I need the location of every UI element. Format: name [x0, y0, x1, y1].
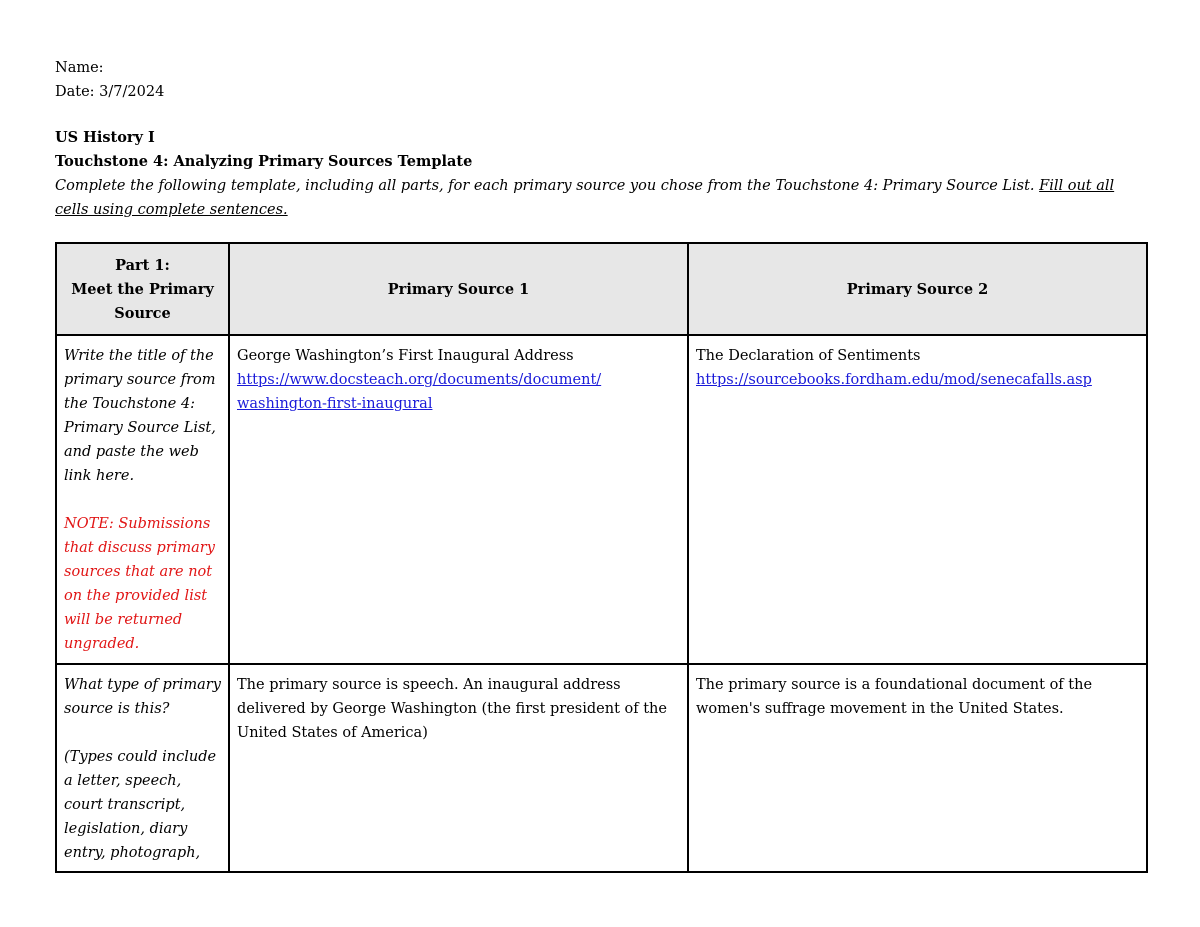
instructions — [55, 174, 1125, 222]
prompt-cell — [56, 664, 229, 872]
submission-note: NOTE: Submissions that discuss primary sources that are not on the provided list will be returned ungraded. — [64, 516, 215, 652]
primary-source-table — [55, 242, 1148, 873]
table-row — [56, 664, 1147, 872]
source1-link[interactable]: https://www.docsteach.org/documents/document/ washington-first-inaugural — [237, 372, 602, 412]
header-primary-source-1: Primary Source 1 — [229, 243, 688, 335]
source1-title: George Washington’s First Inaugural Address — [237, 348, 574, 364]
course-title: US History I — [55, 129, 155, 146]
header-part1-line1: Part 1: — [115, 257, 170, 274]
source1-type-cell[interactable] — [229, 664, 688, 872]
type-examples: (Types could include a letter, speech, court transcript, legislation, diary entry, photograph, — [64, 749, 217, 861]
instructions-emphasis: Fill out all cells using complete sentences. — [55, 178, 1115, 218]
date-label: Date: 3/7/2024 — [55, 84, 165, 100]
source1-type-answer: The primary source is speech. An inaugural address delivered by George Washington (the first president of the United States of America) — [237, 677, 667, 741]
source2-type-answer: The primary source is a foundational document of the women's suffrage movement in the United States. — [696, 677, 1093, 717]
header-part1-line3: Source — [114, 305, 171, 322]
table-row — [56, 335, 1147, 664]
template-title: Touchstone 4: Analyzing Primary Sources Template — [55, 153, 473, 170]
header-part1-line2: Meet the Primary — [71, 281, 214, 298]
prompt-cell — [56, 335, 229, 664]
source2-type-cell[interactable] — [688, 664, 1147, 872]
source2-link[interactable]: https://sourcebooks.fordham.edu/mod/senecafalls.asp — [696, 372, 1092, 388]
name-label: Name: — [55, 60, 104, 76]
header-part1 — [56, 243, 229, 335]
table-header-row — [56, 243, 1147, 335]
source2-title-cell[interactable] — [688, 335, 1147, 664]
source1-title-cell[interactable] — [229, 335, 688, 664]
instructions-text: Complete the following template, including all parts, for each primary source you chose from the Touchstone 4: Primary Source List. — [55, 178, 1040, 194]
type-prompt: What type of primary source is this? — [64, 677, 221, 717]
header-primary-source-2: Primary Source 2 — [688, 243, 1147, 335]
source2-title: The Declaration of Sentiments — [696, 348, 921, 364]
title-prompt: Write the title of the primary source from the Touchstone 4: Primary Source List, and paste the web link here. — [64, 348, 216, 484]
document-header — [55, 56, 1147, 222]
